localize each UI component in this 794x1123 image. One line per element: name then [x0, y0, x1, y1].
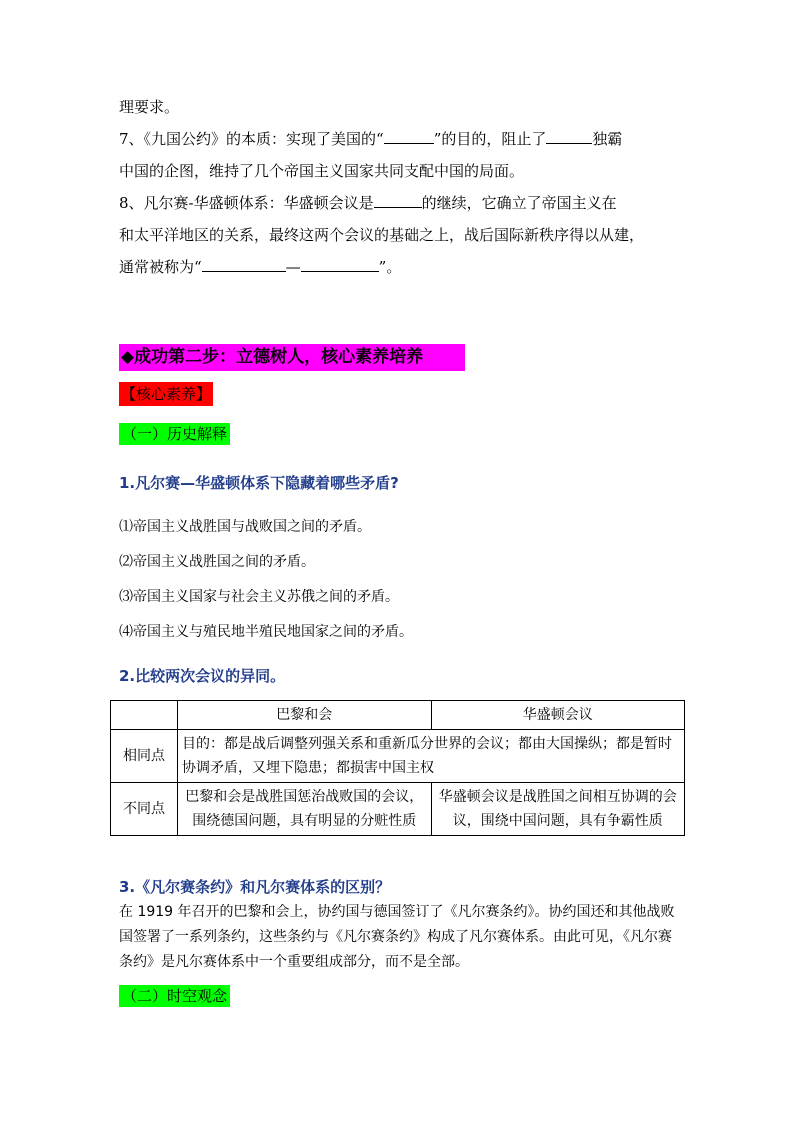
text-span: 理要求。 [119, 98, 180, 116]
row-diff-washington [431, 783, 685, 836]
table-header-row [111, 701, 685, 730]
subsection-history-interpretation: （一）历史解释 [119, 423, 230, 445]
cell-text: 巴黎和会是战胜国惩治战败国的会议， [185, 789, 424, 805]
core-literacy-tag: 【核心素养】 [119, 382, 213, 406]
text-span: — [285, 258, 301, 276]
list-item: ⑶帝国主义国家与社会主义苏俄之间的矛盾。 [119, 589, 399, 605]
cell-text: 华盛顿会议是战胜国之间相互协调的会 [438, 789, 677, 805]
list-item: ⑵帝国主义战胜国之间的矛盾。 [119, 554, 315, 570]
table-row [111, 783, 685, 836]
text-line [119, 225, 644, 245]
paragraph-line: 国签署了一系列条约，这些条约与《凡尔赛条约》构成了凡尔赛体系。由此可见，《凡尔赛 [119, 929, 672, 945]
fill-blank[interactable] [301, 257, 379, 272]
subsection-space-time-concept: （二）时空观念 [119, 985, 230, 1007]
list-item: ⑷帝国主义与殖民地半殖民地国家之间的矛盾。 [119, 624, 413, 640]
comparison-table [110, 700, 685, 836]
text-span: 7、《九国公约》的本质：实现了美国的“ [119, 130, 384, 148]
text-span: 通常被称为“ [119, 258, 202, 276]
text-span: 8、凡尔赛-华盛顿体系：华盛顿会议是 [119, 194, 374, 212]
text-span: 中国的企图，维持了几个帝国主义国家共同支配中国的局面。 [119, 162, 525, 180]
text-line [119, 193, 617, 213]
table-row [111, 730, 685, 783]
question-2-title: 2.比较两次会议的异同。 [119, 667, 286, 685]
cell-text: 目的：都是战后调整列强关系和重新瓜分世界的会议；都由大国操纵；都是暂时 [182, 736, 672, 752]
row-diff-paris [178, 783, 432, 836]
table-corner-cell [111, 701, 178, 730]
paragraph-line: 条约》是凡尔赛体系中一个重要组成部分，而不是全部。 [119, 954, 469, 970]
cell-text: 议，围绕中国问题，具有争霸性质 [452, 813, 663, 829]
answer-paragraph [119, 900, 689, 975]
table-header-washington: 华盛顿会议 [431, 701, 685, 730]
text-line [119, 129, 622, 149]
cell-text: 围绕德国问题，具有明显的分赃性质 [192, 813, 417, 829]
row-label-diff: 不同点 [111, 783, 178, 836]
question-3-title: 3.《凡尔赛条约》和凡尔赛体系的区别？ [119, 878, 391, 896]
fill-blank[interactable] [384, 129, 434, 144]
text-line [119, 161, 524, 181]
table-header-paris: 巴黎和会 [178, 701, 432, 730]
fill-blank[interactable] [202, 257, 286, 272]
fill-blank[interactable] [546, 129, 592, 144]
question-1-title: 1.凡尔赛—华盛顿体系下隐藏着哪些矛盾? [119, 474, 399, 492]
row-same-content [178, 730, 685, 783]
text-span: ”的目的，阻止了 [433, 130, 547, 148]
text-span: 的继续，它确立了帝国主义在 [421, 194, 617, 212]
text-line [119, 257, 401, 277]
text-span: 独霸 [592, 130, 623, 148]
row-label-same: 相同点 [111, 730, 178, 783]
paragraph-line: 在 1919 年召开的巴黎和会上，协约国与德国签订了《凡尔赛条约》。协约国还和其他战败 [119, 904, 675, 920]
text-span: ”。 [378, 258, 402, 276]
section-heading: ◆成功第二步：立德树人，核心素养培养 [119, 344, 465, 371]
text-span: 和太平洋地区的关系，最终这两个会议的基础之上，战后国际新秩序得以从建， [119, 226, 645, 244]
text-line [119, 97, 179, 117]
fill-blank[interactable] [374, 193, 422, 208]
cell-text: 协调矛盾，又埋下隐患；都损害中国主权 [182, 760, 434, 776]
list-item: ⑴帝国主义战胜国与战败国之间的矛盾。 [119, 519, 371, 535]
